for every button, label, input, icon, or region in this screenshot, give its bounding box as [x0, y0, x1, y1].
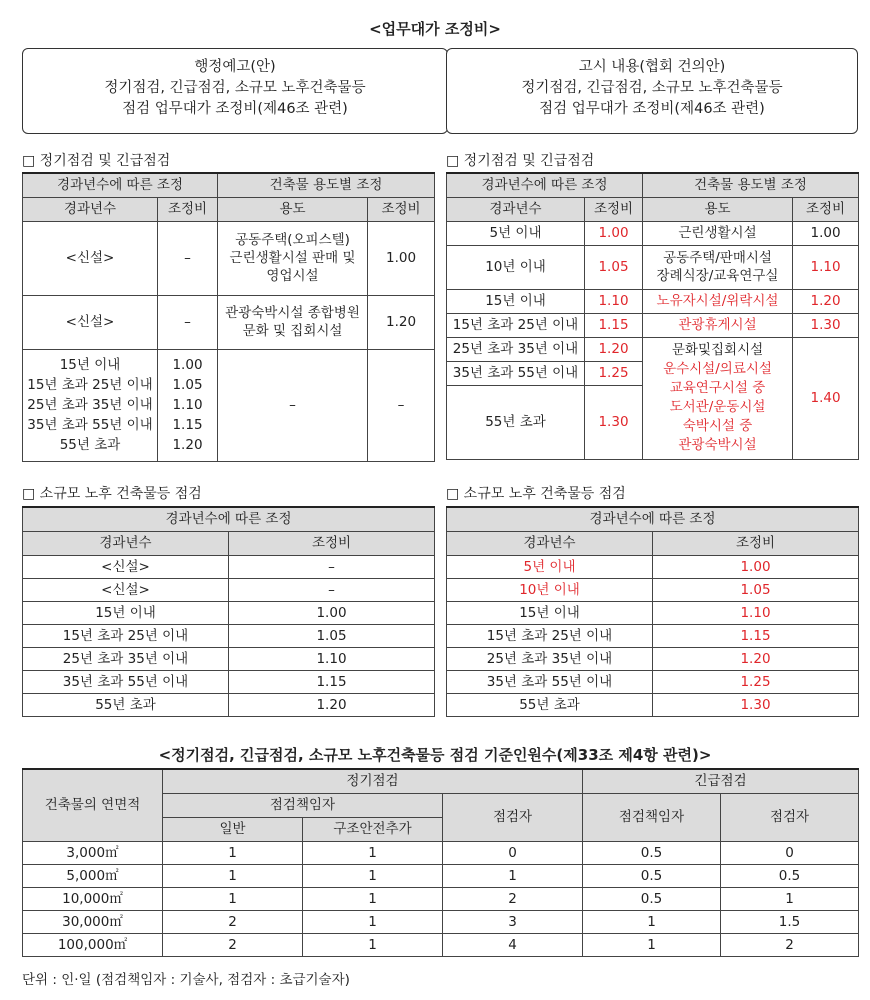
table-row [447, 245, 859, 289]
cell: 2 [163, 910, 303, 933]
right-regular-table [446, 172, 859, 460]
table-row [23, 221, 435, 295]
right-box-line-2: 정기점검, 긴급점검, 소규모 노후건축물등 [521, 80, 783, 96]
cell: 공동주택(오피스텔) 근린생활시설 판매 및 영업시설 [218, 221, 368, 295]
hdr-use: 용도 [643, 197, 793, 221]
cell: 1.00 [585, 221, 643, 245]
cell: 4 [443, 933, 583, 956]
hdr-by-use: 건축물 용도별 조정 [218, 173, 435, 197]
right-small-body [447, 555, 859, 716]
cell: 1 [163, 864, 303, 887]
cell: 2 [163, 933, 303, 956]
cell [643, 337, 793, 459]
cell: 1.10 [229, 647, 435, 670]
table-row [447, 578, 859, 601]
cell: 2 [721, 933, 859, 956]
unit-note: 단위 : 인·일 (점검책임자 : 기술사, 점검자 : 초급기술자) [22, 972, 350, 988]
left-box-line-2: 정기점검, 긴급점검, 소규모 노후건축물등 [104, 80, 366, 96]
page-title: <업무대가 조정비> [369, 20, 501, 38]
cell: 10년 이내 [447, 578, 653, 601]
cell: <신설> [23, 295, 158, 349]
left-regular-table [22, 172, 435, 462]
cell: 1.00 [368, 221, 435, 295]
cell: 25년 초과 35년 이내 [23, 647, 229, 670]
right-header-box [446, 48, 858, 134]
cell: 1.10 [585, 289, 643, 313]
cell: <신설> [23, 555, 229, 578]
cell: 10,000㎡ [23, 887, 163, 910]
cell: 노유자시설/위락시설 [643, 289, 793, 313]
cell: – [218, 349, 368, 461]
table-row [447, 555, 859, 578]
hdr-by-year: 경과년수에 따른 조정 [23, 173, 218, 197]
hdr-ratio: 조정비 [229, 531, 435, 555]
cell: 2 [443, 887, 583, 910]
table-row [447, 624, 859, 647]
right-box-line-1: 고시 내용(협회 건의안) [578, 59, 726, 75]
cell: 1 [443, 864, 583, 887]
cell: 1.20 [585, 337, 643, 361]
cell: 5년 이내 [447, 221, 585, 245]
cell: 15년 초과 25년 이내 [447, 313, 585, 337]
cell: 1.15 [653, 624, 859, 647]
cell: 1.20 [229, 693, 435, 716]
cell: <신설> [23, 221, 158, 295]
hdr-area: 건축물의 연면적 [23, 769, 163, 841]
cell: 1 [163, 841, 303, 864]
cell: 35년 초과 55년 이내 [447, 361, 585, 385]
cell: 5년 이내 [447, 555, 653, 578]
right-section-small: □ 소규모 노후 건축물등 점검 [446, 486, 626, 502]
hdr-by-year: 경과년수에 따른 조정 [23, 507, 435, 531]
cell: 0.5 [721, 864, 859, 887]
table-row [23, 555, 435, 578]
hdr-ratio: 조정비 [585, 197, 643, 221]
hdr-general: 일반 [163, 817, 303, 841]
hdr-use-ratio: 조정비 [368, 197, 435, 221]
hdr-by-use: 건축물 용도별 조정 [643, 173, 859, 197]
cell: – [229, 578, 435, 601]
cell: 100,000㎡ [23, 933, 163, 956]
left-header-box [22, 48, 448, 134]
table-row [447, 313, 859, 337]
use-culture: 문화및집회시설 [671, 342, 764, 358]
cell: 15년 이내 15년 초과 25년 이내 25년 초과 35년 이내 35년 초과 55년 이내 55년 초과 [23, 349, 158, 461]
cell: 1.40 [793, 337, 859, 459]
cell: 30,000㎡ [23, 910, 163, 933]
hdr-use-ratio: 조정비 [793, 197, 859, 221]
cell: 1 [583, 910, 721, 933]
table-row [447, 647, 859, 670]
table-row [447, 221, 859, 245]
left-section-regular: □ 정기점검 및 긴급점검 [22, 153, 171, 169]
cell: 1 [721, 887, 859, 910]
cell: 55년 초과 [447, 385, 585, 459]
cell: 1.20 [653, 647, 859, 670]
table-row [23, 910, 859, 933]
cell: 관광숙박시설 종합병원 문화 및 집회시설 [218, 295, 368, 349]
table-row [447, 693, 859, 716]
cell: – [158, 295, 218, 349]
cell: 0 [721, 841, 859, 864]
left-section-small: □ 소규모 노후 건축물등 점검 [22, 486, 202, 502]
cell: 1 [303, 864, 443, 887]
table-row [23, 349, 435, 461]
left-small-body [23, 555, 435, 716]
table-row [23, 693, 435, 716]
cell: 1.5 [721, 910, 859, 933]
cell: 1.30 [793, 313, 859, 337]
cell: 55년 초과 [447, 693, 653, 716]
cell: 35년 초과 55년 이내 [23, 670, 229, 693]
cell: 1.25 [585, 361, 643, 385]
cell: 1 [303, 933, 443, 956]
hdr-by-year: 경과년수에 따른 조정 [447, 507, 859, 531]
hdr-inspector: 점검자 [443, 793, 583, 841]
table-row [447, 337, 859, 361]
cell: 1.05 [229, 624, 435, 647]
cell: 1.25 [653, 670, 859, 693]
cell: 1.10 [793, 245, 859, 289]
cell: 55년 초과 [23, 693, 229, 716]
hdr-emg-inspector: 점검자 [721, 793, 859, 841]
left-small-table [22, 506, 435, 717]
cell: 3 [443, 910, 583, 933]
cell: – [229, 555, 435, 578]
cell: 3,000㎡ [23, 841, 163, 864]
cell: – [368, 349, 435, 461]
hdr-emergency: 긴급점검 [583, 769, 859, 793]
cell: 1.20 [793, 289, 859, 313]
cell: 1.30 [653, 693, 859, 716]
table-row [447, 289, 859, 313]
table-row [23, 670, 435, 693]
cell: 근린생활시설 [643, 221, 793, 245]
cell: 1 [303, 887, 443, 910]
right-section-regular: □ 정기점검 및 긴급점검 [446, 153, 595, 169]
hdr-years: 경과년수 [447, 197, 585, 221]
cell: 35년 초과 55년 이내 [447, 670, 653, 693]
cell: 15년 이내 [447, 601, 653, 624]
right-small-table [446, 506, 859, 717]
hdr-ratio: 조정비 [653, 531, 859, 555]
table-row [23, 295, 435, 349]
cell: 5,000㎡ [23, 864, 163, 887]
cell: 15년 이내 [447, 289, 585, 313]
cell: – [158, 221, 218, 295]
cell: 15년 초과 25년 이내 [23, 624, 229, 647]
cell: <신설> [23, 578, 229, 601]
right-box-line-3: 점검 업무대가 조정비(제46조 관련) [539, 101, 765, 117]
cell: 1.20 [368, 295, 435, 349]
cell: 1 [303, 910, 443, 933]
hdr-years: 경과년수 [23, 531, 229, 555]
cell: 1.05 [585, 245, 643, 289]
cell: 1.05 [653, 578, 859, 601]
cell: 1.00 [793, 221, 859, 245]
cell: 1.00 1.05 1.10 1.15 1.20 [158, 349, 218, 461]
cell: 1 [303, 841, 443, 864]
left-box-line-1: 행정예고(안) [194, 59, 276, 75]
table-row [23, 887, 859, 910]
table-row [23, 933, 859, 956]
cell: 0.5 [583, 864, 721, 887]
cell: 25년 초과 35년 이내 [447, 647, 653, 670]
cell: 1.00 [229, 601, 435, 624]
staffing-body [23, 841, 859, 956]
hdr-years: 경과년수 [447, 531, 653, 555]
cell: 1.15 [229, 670, 435, 693]
section-title-2: <정기점검, 긴급점검, 소규모 노후건축물등 점검 기준인원수(제33조 제4항 관련)> [158, 746, 712, 764]
cell: 10년 이내 [447, 245, 585, 289]
hdr-emg-chief: 점검책임자 [583, 793, 721, 841]
table-row [447, 601, 859, 624]
hdr-structural: 구조안전추가 [303, 817, 443, 841]
cell: 1.00 [653, 555, 859, 578]
cell: 1.10 [653, 601, 859, 624]
staffing-table [22, 768, 859, 957]
table-row [23, 841, 859, 864]
table-row [23, 864, 859, 887]
cell: 1 [163, 887, 303, 910]
cell: 공동주택/판매시설 장례식장/교육연구실 [643, 245, 793, 289]
hdr-ratio: 조정비 [158, 197, 218, 221]
left-box-line-3: 점검 업무대가 조정비(제46조 관련) [122, 101, 348, 117]
cell: 관광휴게시설 [643, 313, 793, 337]
cell: 1 [583, 933, 721, 956]
cell: 1.30 [585, 385, 643, 459]
hdr-chief: 점검책임자 [163, 793, 443, 817]
table-row [23, 601, 435, 624]
cell: 0 [443, 841, 583, 864]
table-row [23, 647, 435, 670]
hdr-regular: 정기점검 [163, 769, 583, 793]
cell: 0.5 [583, 887, 721, 910]
use-red-list: 운수시설/의료시설 교육연구시설 중 도서관/운동시설 숙박시설 중 관광숙박시설 [663, 361, 772, 453]
cell: 25년 초과 35년 이내 [447, 337, 585, 361]
hdr-use: 용도 [218, 197, 368, 221]
hdr-years: 경과년수 [23, 197, 158, 221]
table-row [23, 578, 435, 601]
cell: 0.5 [583, 841, 721, 864]
table-row [447, 670, 859, 693]
cell: 15년 초과 25년 이내 [447, 624, 653, 647]
cell: 15년 이내 [23, 601, 229, 624]
cell: 1.15 [585, 313, 643, 337]
table-row [23, 624, 435, 647]
hdr-by-year: 경과년수에 따른 조정 [447, 173, 643, 197]
